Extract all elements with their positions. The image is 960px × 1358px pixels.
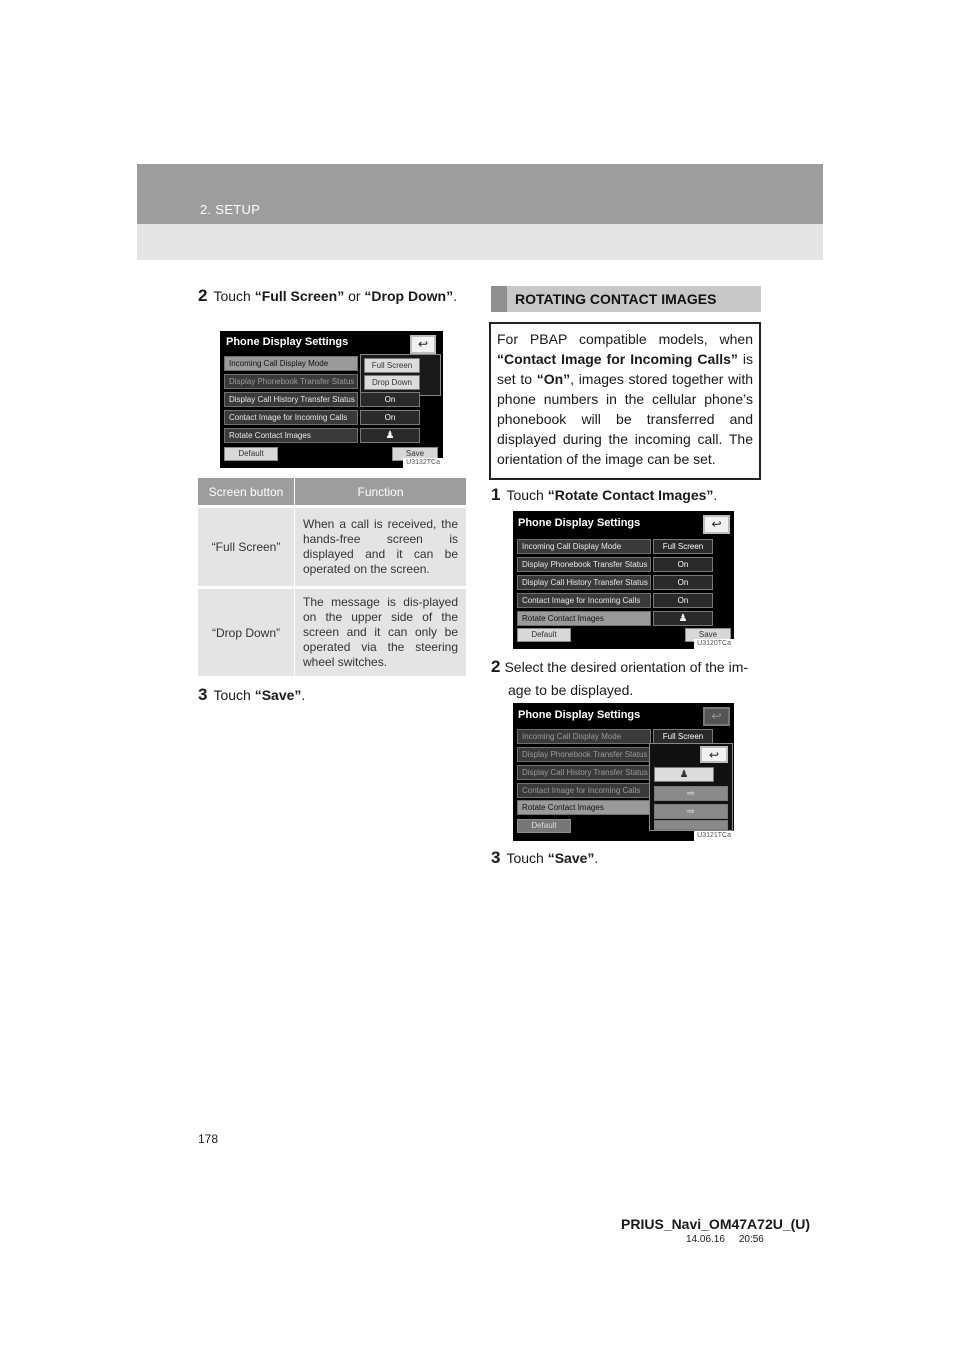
default-button[interactable]: Default (224, 447, 278, 461)
contact-image-value[interactable]: On (653, 593, 713, 608)
call-history-value[interactable]: On (360, 392, 420, 407)
back-icon[interactable]: ↩ (703, 515, 730, 534)
row-rotate-contact-images[interactable]: Rotate Contact Images (517, 800, 651, 815)
cell-button: “Drop Down” (198, 589, 295, 676)
table-row (198, 508, 466, 586)
full-screen-ref: “Full Screen” (254, 288, 345, 304)
step-2-right: 2 Select the desired orientation of the im-age to be displayed. (491, 657, 749, 698)
info-box: For PBAP compatible models, when “Contact Image for Incoming Calls” is set to “On”, images stored together with phone numbers in the cellular phone’s phonebook will be transferred and displayed during the incoming call. The orientation of the image can be set. (489, 322, 761, 480)
rotation-popup (649, 743, 733, 831)
image-code: U3121TCa (694, 831, 734, 841)
screenshot-phone-display-settings-1 (220, 331, 443, 468)
arrow-right-icon: ⇨ (687, 788, 695, 798)
image-code: U3132TCa (403, 458, 443, 468)
document-id: PRIUS_Navi_OM47A72U_(U) (621, 1216, 811, 1232)
function-table (198, 478, 466, 676)
default-button[interactable]: Default (517, 819, 571, 833)
timestamp: 14.06.16 20:56 (686, 1234, 764, 1245)
drop-down-ref: “Drop Down” (364, 288, 454, 304)
person-icon: ♟ (678, 613, 688, 624)
drop-down-option[interactable]: Drop Down (364, 375, 420, 390)
back-icon[interactable]: ↩ (703, 707, 730, 726)
row-incoming-call-display-mode[interactable]: Incoming Call Display Mode (517, 539, 651, 554)
default-button[interactable]: Default (517, 628, 571, 642)
step-2-left: 2 Touch “Full Screen” or “Drop Down”. (198, 286, 457, 305)
row-contact-image-incoming-calls[interactable]: Contact Image for Incoming Calls (224, 410, 358, 425)
orientation-option-upright[interactable] (654, 767, 714, 782)
row-rotate-contact-images[interactable]: Rotate Contact Images (517, 611, 651, 626)
full-screen-option[interactable]: Full Screen (364, 358, 420, 373)
row-display-call-history-transfer-status[interactable]: Display Call History Transfer Status (517, 765, 651, 780)
step-3-left: 3 Touch “Save”. (198, 685, 306, 704)
phonebook-value[interactable]: On (653, 557, 713, 572)
screenshot-phone-display-settings-2 (513, 511, 734, 649)
screen-title: Phone Display Settings (518, 709, 641, 721)
row-display-call-history-transfer-status[interactable]: Display Call History Transfer Status (224, 392, 358, 407)
section-label: 2. SETUP (200, 202, 261, 217)
row-rotate-contact-images[interactable]: Rotate Contact Images (224, 428, 358, 443)
rotate-value[interactable] (653, 611, 713, 626)
screenshot-phone-display-settings-3 (513, 703, 734, 841)
contact-image-value[interactable]: On (360, 410, 420, 425)
step-number: 3 (491, 848, 501, 867)
popup-back-icon[interactable]: ↩ (700, 746, 728, 763)
screen-title: Phone Display Settings (518, 517, 641, 529)
rotate-value[interactable] (360, 428, 420, 443)
row-incoming-call-display-mode[interactable]: Incoming Call Display Mode (517, 729, 651, 744)
back-icon[interactable]: ↩ (410, 335, 436, 354)
person-icon: ♟ (385, 430, 395, 441)
step-number: 2 (491, 657, 501, 676)
step-number: 1 (491, 485, 501, 504)
step-1-right: 1 Touch “Rotate Contact Images”. (491, 485, 718, 504)
table-row (198, 589, 466, 676)
orientation-option-rotate-left[interactable] (654, 786, 728, 801)
call-history-value[interactable]: On (653, 575, 713, 590)
display-mode-value[interactable]: Full Screen (653, 539, 713, 554)
row-contact-image-incoming-calls[interactable]: Contact Image for Incoming Calls (517, 783, 651, 798)
header-subband (137, 224, 823, 260)
page-number: 178 (198, 1132, 219, 1146)
row-display-phonebook-transfer-status[interactable]: Display Phonebook Transfer Status (517, 557, 651, 572)
table-header-function: Function (295, 478, 467, 505)
orientation-option-rotate-right[interactable] (654, 820, 728, 830)
cell-function: When a call is received, the hands-free screen is displayed and it can be operated on the screen. (295, 508, 467, 586)
step-3-right: 3 Touch “Save”. (491, 848, 599, 867)
cell-button: “Full Screen” (198, 508, 295, 586)
person-icon: ♟ (679, 769, 689, 780)
row-contact-image-incoming-calls[interactable]: Contact Image for Incoming Calls (517, 593, 651, 608)
save-button[interactable]: Save (392, 447, 438, 461)
arrow-right-icon: ⇨ (687, 806, 695, 816)
row-incoming-call-display-mode[interactable]: Incoming Call Display Mode (224, 356, 358, 371)
step-number: 2 (198, 286, 208, 305)
cell-function: The message is dis-played on the upper side of the screen and it can only be operated via the steering wheel switches. (295, 589, 467, 676)
save-button[interactable]: Save (685, 628, 731, 642)
row-display-phonebook-transfer-status[interactable]: Display Phonebook Transfer Status (517, 747, 651, 762)
box-heading (491, 286, 761, 312)
screen-title: Phone Display Settings (226, 336, 349, 348)
step-number: 3 (198, 685, 208, 704)
display-mode-value[interactable]: Full Screen (653, 729, 713, 744)
row-display-phonebook-transfer-status[interactable]: Display Phonebook Transfer Status (224, 374, 358, 389)
image-code: U3120TCa (694, 639, 734, 649)
row-display-call-history-transfer-status[interactable]: Display Call History Transfer Status (517, 575, 651, 590)
box-title: ROTATING CONTACT IMAGES (515, 291, 717, 307)
table-header-screen-button: Screen button (198, 478, 295, 505)
orientation-option-rotate-180[interactable] (654, 804, 728, 819)
